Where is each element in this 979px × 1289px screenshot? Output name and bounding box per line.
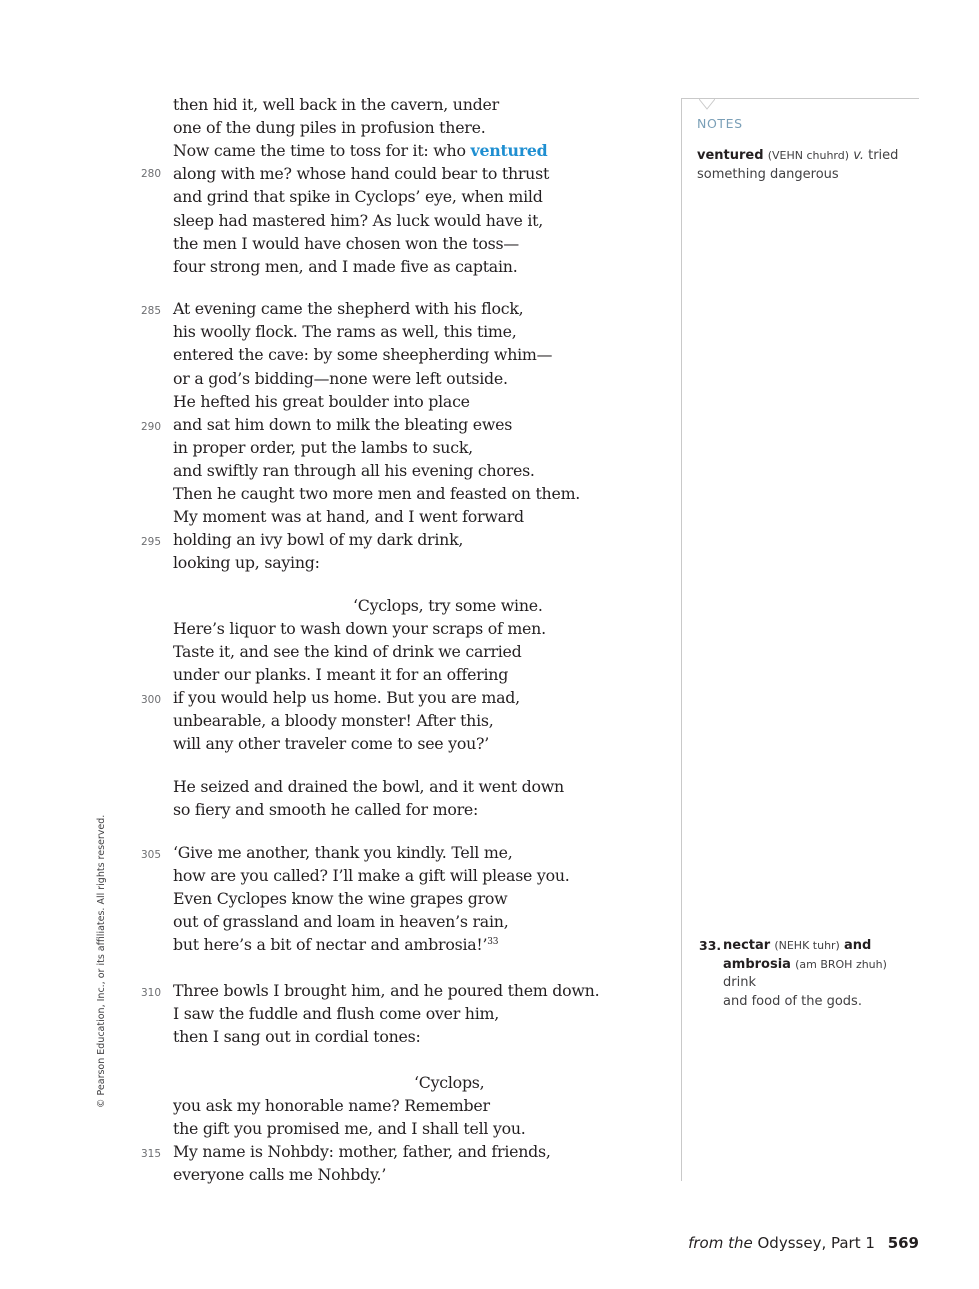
footnote-note [723,937,923,1011]
footnote-def-cont: and food of the gods. [723,993,862,1009]
vocab-note-pos: v. [853,148,864,163]
poem-line: Here’s liquor to wash down your scraps of men. [173,619,546,638]
page-footer [688,1234,919,1252]
line-number: 310 [141,987,162,999]
poem-line: if you would help us home. But you are mad, [173,688,520,707]
poem-line: My name is Nohbdy: mother, father, and friends, [173,1142,551,1161]
poem-line: At evening came the shepherd with his flock, [173,299,524,318]
poem-line: out of grassland and loam in heaven’s rain, [173,912,509,931]
poem-line: and swiftly ran through all his evening chores. [173,461,535,480]
poem-line: ‘Give me another, thank you kindly. Tell me, [173,843,513,862]
vocab-note-def: tried [868,148,899,163]
poem-line: you ask my honorable name? Remember [173,1096,490,1115]
poem-line: in proper order, put the lambs to suck, [173,438,473,457]
poem-line: My moment was at hand, and I went forward [173,507,524,526]
line-number: 315 [141,1148,162,1160]
poem-line: Three bowls I brought him, and he poured them down. [173,981,600,1000]
poem-line: and sat him down to milk the bleating ewes [173,415,513,434]
line-number: 280 [141,168,162,180]
poem-line: ‘Cyclops, try some wine. [353,596,543,615]
poem-line: the gift you promised me, and I shall tell you. [173,1119,526,1138]
poem-line: four strong men, and I made five as captain. [173,257,518,276]
line-number: 290 [141,421,162,433]
footnote-term: nectar [723,938,771,953]
poem-line: Then he caught two more men and feasted on them. [173,484,581,503]
poem-line: holding an ivy bowl of my dark drink, [173,530,464,549]
notes-divider [681,99,682,1181]
poem-line: one of the dung piles in profusion there. [173,118,486,137]
footer-prefix: from the [688,1234,753,1252]
poem-line: will any other traveler come to see you?’ [173,734,490,753]
vocab-note-def-cont: something dangerous [697,166,839,182]
footnote-and: and [844,938,872,953]
footnote-def: drink [723,975,756,990]
poem-line: He hefted his great boulder into place [173,392,470,411]
poem-line: along with me? whose hand could bear to thrust [173,164,550,183]
footer-title: Odyssey, Part 1 [757,1234,875,1252]
poem-line: unbearable, a bloody monster! After this, [173,711,494,730]
footnote-number: 33. [699,938,722,953]
line-number: 285 [141,305,162,317]
poem-line: so fiery and smooth he called for more: [173,800,479,819]
poem-line: Even Cyclopes know the wine grapes grow [173,889,508,908]
vocab-note-pronunciation: (VEHN chuhrd) [767,149,850,162]
poem-line: how are you called? I’ll make a gift will please you. [173,866,570,885]
vocab-word-link[interactable]: ventured [470,141,548,160]
poem-line-text: Now came the time to toss for it: who [173,141,471,160]
copyright-notice: © Pearson Education, Inc., or its affiliates. All rights reserved. [96,814,107,1108]
poem-line: under our planks. I meant it for an offering [173,665,509,684]
poem-line: entered the cave: by some sheepherding whim— [173,345,553,364]
footnote-pronunciation: (am BROH zhuh) [795,957,887,971]
line-number: 300 [141,694,162,706]
poem-line: the men I would have chosen won the toss— [173,234,519,253]
notes-top-rule [681,98,919,99]
poem-line: looking up, saying: [173,553,320,572]
line-number: 295 [141,536,162,548]
poem-line: ‘Cyclops, [414,1073,485,1092]
poem-line [173,933,498,956]
poem-line-text: but here’s a bit of nectar and ambrosia!’ [173,935,488,954]
poem-line: Taste it, and see the kind of drink we carried [173,642,522,661]
poem-line: then hid it, well back in the cavern, under [173,95,499,114]
footnote-ref-link[interactable]: 33 [487,937,499,947]
poem-line: and grind that spike in Cyclops’ eye, when mild [173,187,543,206]
poem-line: everyone calls me Nohbdy.’ [173,1165,387,1184]
poem-line: sleep had mastered him? As luck would have it, [173,211,544,230]
poem-line [173,139,547,162]
line-number: 305 [141,849,162,861]
page-number: 569 [887,1234,919,1252]
vocab-note [697,147,919,184]
poem-line: then I sang out in cordial tones: [173,1027,421,1046]
notes-tab-icon [699,98,715,110]
footnote-term: ambrosia [723,956,791,972]
footnote-pronunciation: (NEHK tuhr) [774,939,840,952]
vocab-note-word: ventured [697,148,764,163]
poem-line: He seized and drained the bowl, and it went down [173,777,564,796]
poem-line: or a god’s bidding—none were left outside. [173,369,508,388]
poem-line: his woolly flock. The rams as well, this time, [173,322,517,341]
poem-line: I saw the fuddle and flush come over him, [173,1004,500,1023]
notes-heading: NOTES [697,116,743,131]
